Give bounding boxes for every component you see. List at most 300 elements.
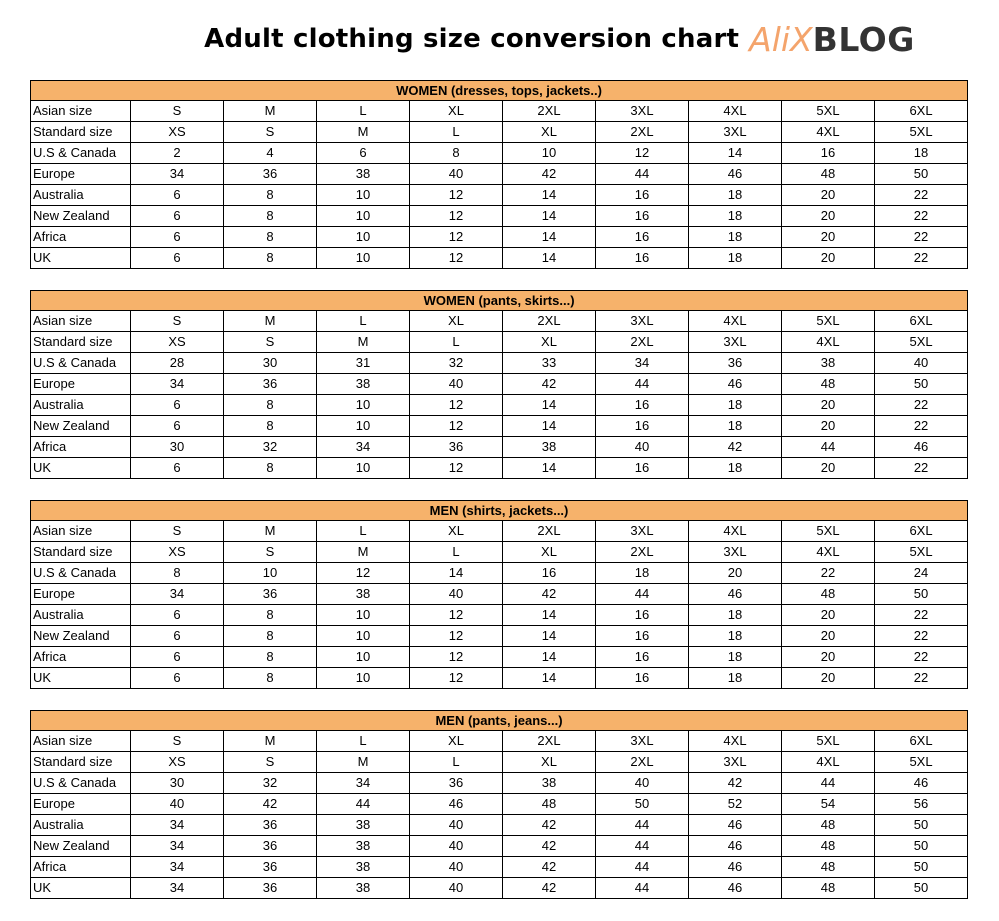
- size-cell: 5XL: [782, 311, 875, 332]
- size-cell: S: [131, 311, 224, 332]
- size-cell: 14: [503, 647, 596, 668]
- logo-blog-text: BLOG: [812, 19, 915, 59]
- size-cell: 46: [875, 773, 968, 794]
- size-cell: 14: [503, 185, 596, 206]
- size-cell: 48: [782, 857, 875, 878]
- row-label: Asian size: [31, 521, 131, 542]
- size-cell: 6: [131, 248, 224, 269]
- size-cell: 46: [410, 794, 503, 815]
- size-cell: 20: [782, 668, 875, 689]
- size-cell: 12: [410, 458, 503, 479]
- size-cell: 30: [131, 773, 224, 794]
- size-cell: S: [224, 542, 317, 563]
- size-cell: 52: [689, 794, 782, 815]
- alixblog-logo: [749, 20, 915, 59]
- size-cell: 44: [596, 584, 689, 605]
- logo-alix-text: AliX: [749, 19, 813, 59]
- section-title: MEN (shirts, jackets...): [31, 501, 968, 521]
- size-cell: 6: [131, 458, 224, 479]
- size-cell: M: [224, 311, 317, 332]
- row-label: Africa: [31, 857, 131, 878]
- size-cell: 5XL: [875, 752, 968, 773]
- table-row: [31, 794, 968, 815]
- table-row: [31, 815, 968, 836]
- row-label: Europe: [31, 164, 131, 185]
- size-cell: 6: [131, 395, 224, 416]
- size-cell: 38: [782, 353, 875, 374]
- size-cell: 44: [596, 815, 689, 836]
- section-header-row: [31, 711, 968, 731]
- size-cell: 12: [410, 248, 503, 269]
- page-header: [0, 14, 999, 64]
- size-cell: 40: [410, 878, 503, 899]
- size-cell: 6XL: [875, 521, 968, 542]
- row-label: U.S & Canada: [31, 773, 131, 794]
- size-cell: 22: [875, 416, 968, 437]
- row-label: Europe: [31, 374, 131, 395]
- size-cell: 36: [224, 857, 317, 878]
- row-label: Australia: [31, 395, 131, 416]
- row-label: Europe: [31, 794, 131, 815]
- size-cell: 50: [875, 164, 968, 185]
- section-header-row: [31, 81, 968, 101]
- size-cell: 34: [131, 857, 224, 878]
- row-label: Standard size: [31, 332, 131, 353]
- table-row: [31, 185, 968, 206]
- size-cell: 16: [596, 185, 689, 206]
- size-cell: 33: [503, 353, 596, 374]
- size-cell: 40: [131, 794, 224, 815]
- size-cell: 40: [410, 857, 503, 878]
- size-cell: 34: [131, 815, 224, 836]
- size-cell: 16: [782, 143, 875, 164]
- row-label: Standard size: [31, 542, 131, 563]
- size-cell: 34: [317, 437, 410, 458]
- size-cell: 22: [875, 668, 968, 689]
- table-row: [31, 521, 968, 542]
- size-cell: 38: [317, 374, 410, 395]
- size-cell: 44: [596, 878, 689, 899]
- size-cell: 38: [317, 857, 410, 878]
- size-cell: XL: [410, 101, 503, 122]
- size-cell: 6: [317, 143, 410, 164]
- size-table-men-pants: [30, 710, 968, 899]
- size-cell: 34: [131, 584, 224, 605]
- size-cell: 46: [875, 437, 968, 458]
- size-cell: 10: [317, 626, 410, 647]
- size-cell: S: [224, 752, 317, 773]
- size-cell: 34: [596, 353, 689, 374]
- row-label: New Zealand: [31, 206, 131, 227]
- size-cell: 22: [875, 458, 968, 479]
- size-cell: 22: [875, 185, 968, 206]
- size-cell: 48: [782, 815, 875, 836]
- size-cell: 38: [317, 836, 410, 857]
- size-cell: 50: [875, 584, 968, 605]
- size-cell: 50: [875, 374, 968, 395]
- size-cell: L: [317, 101, 410, 122]
- size-cell: 3XL: [689, 122, 782, 143]
- size-cell: 10: [224, 563, 317, 584]
- size-cell: 10: [317, 458, 410, 479]
- row-label: UK: [31, 458, 131, 479]
- table-row: [31, 563, 968, 584]
- size-cell: 8: [224, 227, 317, 248]
- row-label: Australia: [31, 815, 131, 836]
- size-cell: 6: [131, 416, 224, 437]
- size-cell: XL: [503, 542, 596, 563]
- size-cell: 5XL: [875, 542, 968, 563]
- row-label: Europe: [31, 584, 131, 605]
- table-row: [31, 626, 968, 647]
- row-label: Asian size: [31, 731, 131, 752]
- size-cell: 2XL: [503, 311, 596, 332]
- size-cell: 5XL: [782, 521, 875, 542]
- size-cell: 12: [596, 143, 689, 164]
- size-cell: 40: [410, 164, 503, 185]
- size-cell: 6: [131, 185, 224, 206]
- table-row: [31, 332, 968, 353]
- size-cell: 6: [131, 605, 224, 626]
- size-cell: XL: [503, 332, 596, 353]
- size-cell: 48: [782, 878, 875, 899]
- size-cell: 36: [224, 164, 317, 185]
- size-cell: 4XL: [689, 731, 782, 752]
- size-cell: XL: [503, 752, 596, 773]
- size-cell: M: [317, 752, 410, 773]
- size-cell: 6: [131, 647, 224, 668]
- size-cell: 30: [224, 353, 317, 374]
- size-cell: L: [410, 752, 503, 773]
- size-cell: 48: [782, 164, 875, 185]
- size-cell: 28: [131, 353, 224, 374]
- size-cell: 20: [782, 206, 875, 227]
- size-cell: 40: [596, 773, 689, 794]
- size-cell: L: [317, 731, 410, 752]
- size-cell: 8: [131, 563, 224, 584]
- size-cell: 34: [317, 773, 410, 794]
- section-title: WOMEN (pants, skirts...): [31, 291, 968, 311]
- size-cell: XS: [131, 122, 224, 143]
- size-cell: 14: [503, 668, 596, 689]
- table-row: [31, 857, 968, 878]
- size-cell: 42: [689, 437, 782, 458]
- size-cell: 44: [596, 836, 689, 857]
- size-cell: 14: [503, 206, 596, 227]
- size-cell: XL: [503, 122, 596, 143]
- size-cell: 42: [503, 164, 596, 185]
- size-cell: XS: [131, 542, 224, 563]
- size-cell: 20: [782, 416, 875, 437]
- size-cell: M: [317, 542, 410, 563]
- size-cell: 22: [875, 206, 968, 227]
- size-cell: 3XL: [596, 731, 689, 752]
- size-cell: S: [131, 101, 224, 122]
- size-cell: 4: [224, 143, 317, 164]
- size-cell: 50: [875, 878, 968, 899]
- row-label: Asian size: [31, 311, 131, 332]
- size-cell: 34: [131, 878, 224, 899]
- size-cell: 5XL: [875, 122, 968, 143]
- size-cell: 42: [224, 794, 317, 815]
- row-label: Africa: [31, 647, 131, 668]
- row-label: Africa: [31, 227, 131, 248]
- size-cell: 14: [503, 395, 596, 416]
- size-cell: 5XL: [782, 101, 875, 122]
- size-cell: 3XL: [689, 332, 782, 353]
- row-label: Australia: [31, 185, 131, 206]
- size-cell: 3XL: [689, 752, 782, 773]
- section-header-row: [31, 291, 968, 311]
- size-cell: 22: [875, 605, 968, 626]
- table-row: [31, 248, 968, 269]
- size-cell: 16: [596, 647, 689, 668]
- row-label: UK: [31, 878, 131, 899]
- size-cell: 3XL: [596, 311, 689, 332]
- size-cell: 20: [689, 563, 782, 584]
- row-label: U.S & Canada: [31, 143, 131, 164]
- size-cell: 4XL: [782, 122, 875, 143]
- size-cell: 10: [317, 227, 410, 248]
- table-row: [31, 206, 968, 227]
- size-cell: 50: [875, 857, 968, 878]
- table-row: [31, 647, 968, 668]
- size-cell: 2XL: [503, 521, 596, 542]
- size-cell: XL: [410, 521, 503, 542]
- size-cell: 40: [596, 437, 689, 458]
- size-cell: 14: [503, 227, 596, 248]
- size-cell: 14: [503, 248, 596, 269]
- table-row: [31, 437, 968, 458]
- size-cell: 8: [224, 395, 317, 416]
- section-header-row: [31, 501, 968, 521]
- size-cell: 40: [410, 815, 503, 836]
- size-cell: 8: [224, 206, 317, 227]
- table-row: [31, 164, 968, 185]
- size-cell: 40: [410, 836, 503, 857]
- table-row: [31, 101, 968, 122]
- size-cell: L: [317, 311, 410, 332]
- size-cell: 10: [317, 206, 410, 227]
- row-label: Africa: [31, 437, 131, 458]
- size-cell: 5XL: [875, 332, 968, 353]
- size-cell: 46: [689, 374, 782, 395]
- table-row: [31, 227, 968, 248]
- size-cell: 36: [224, 584, 317, 605]
- size-cell: 48: [782, 584, 875, 605]
- size-cell: 44: [317, 794, 410, 815]
- size-cell: 20: [782, 395, 875, 416]
- size-cell: S: [131, 731, 224, 752]
- size-cell: 38: [503, 773, 596, 794]
- row-label: New Zealand: [31, 416, 131, 437]
- size-cell: 14: [689, 143, 782, 164]
- row-label: U.S & Canada: [31, 563, 131, 584]
- size-cell: 6XL: [875, 101, 968, 122]
- size-cell: 8: [224, 248, 317, 269]
- size-cell: 31: [317, 353, 410, 374]
- size-cell: 34: [131, 164, 224, 185]
- size-cell: 54: [782, 794, 875, 815]
- size-cell: 42: [503, 374, 596, 395]
- size-cell: 40: [410, 584, 503, 605]
- table-row: [31, 143, 968, 164]
- table-row: [31, 605, 968, 626]
- size-cell: 4XL: [689, 311, 782, 332]
- table-row: [31, 584, 968, 605]
- size-table-women-tops: [30, 80, 968, 269]
- size-cell: 12: [410, 605, 503, 626]
- size-cell: 22: [782, 563, 875, 584]
- size-cell: 3XL: [596, 101, 689, 122]
- row-label: New Zealand: [31, 626, 131, 647]
- size-cell: M: [224, 731, 317, 752]
- size-cell: 20: [782, 458, 875, 479]
- size-cell: 8: [224, 626, 317, 647]
- size-cell: 46: [689, 164, 782, 185]
- size-cell: 22: [875, 626, 968, 647]
- size-cell: 42: [503, 815, 596, 836]
- size-cell: 10: [317, 647, 410, 668]
- size-cell: 24: [875, 563, 968, 584]
- size-cell: 56: [875, 794, 968, 815]
- size-cell: L: [317, 521, 410, 542]
- size-cell: 16: [596, 206, 689, 227]
- size-cell: 6: [131, 206, 224, 227]
- size-cell: 18: [689, 227, 782, 248]
- size-cell: 42: [503, 857, 596, 878]
- size-cell: 22: [875, 647, 968, 668]
- size-cell: 8: [224, 185, 317, 206]
- size-cell: 18: [689, 185, 782, 206]
- size-table-men-shirts: [30, 500, 968, 689]
- size-cell: 2XL: [596, 542, 689, 563]
- size-cell: 30: [131, 437, 224, 458]
- size-cell: M: [317, 122, 410, 143]
- table-row: [31, 878, 968, 899]
- size-cell: 14: [503, 458, 596, 479]
- size-cell: 18: [689, 206, 782, 227]
- size-cell: 22: [875, 395, 968, 416]
- size-cell: 18: [689, 626, 782, 647]
- table-row: [31, 836, 968, 857]
- size-cell: 2: [131, 143, 224, 164]
- size-cell: M: [224, 101, 317, 122]
- size-cell: 18: [689, 395, 782, 416]
- size-cell: 48: [782, 374, 875, 395]
- section-title: WOMEN (dresses, tops, jackets..): [31, 81, 968, 101]
- size-cell: 50: [875, 815, 968, 836]
- size-cell: 18: [689, 416, 782, 437]
- table-row: [31, 122, 968, 143]
- size-cell: S: [224, 332, 317, 353]
- table-row: [31, 416, 968, 437]
- size-cell: 20: [782, 248, 875, 269]
- row-label: UK: [31, 248, 131, 269]
- size-cell: 36: [689, 353, 782, 374]
- size-cell: XL: [410, 731, 503, 752]
- row-label: Standard size: [31, 752, 131, 773]
- size-cell: 46: [689, 857, 782, 878]
- size-cell: 2XL: [596, 332, 689, 353]
- table-row: [31, 395, 968, 416]
- size-cell: 42: [503, 878, 596, 899]
- size-cell: M: [224, 521, 317, 542]
- size-cell: 12: [410, 647, 503, 668]
- size-cell: 12: [410, 227, 503, 248]
- size-cell: 46: [689, 878, 782, 899]
- size-cell: 44: [596, 857, 689, 878]
- row-label: Standard size: [31, 122, 131, 143]
- size-cell: 32: [224, 437, 317, 458]
- size-cell: 10: [317, 395, 410, 416]
- table-row: [31, 374, 968, 395]
- size-cell: 8: [410, 143, 503, 164]
- size-cell: 20: [782, 227, 875, 248]
- size-cell: 44: [596, 374, 689, 395]
- size-cell: 12: [410, 395, 503, 416]
- size-cell: 6XL: [875, 731, 968, 752]
- section-title: MEN (pants, jeans...): [31, 711, 968, 731]
- size-cell: 10: [503, 143, 596, 164]
- size-cell: 16: [596, 668, 689, 689]
- size-cell: 48: [503, 794, 596, 815]
- size-cell: 4XL: [689, 521, 782, 542]
- size-cell: XL: [410, 311, 503, 332]
- size-cell: 42: [689, 773, 782, 794]
- size-cell: 36: [224, 374, 317, 395]
- size-cell: 18: [689, 647, 782, 668]
- table-row: [31, 668, 968, 689]
- size-cell: XS: [131, 752, 224, 773]
- size-cell: 12: [410, 185, 503, 206]
- size-cell: 46: [689, 836, 782, 857]
- size-cell: 22: [875, 227, 968, 248]
- size-cell: XS: [131, 332, 224, 353]
- size-cell: 20: [782, 647, 875, 668]
- size-cell: 8: [224, 458, 317, 479]
- size-cell: 18: [689, 668, 782, 689]
- size-cell: 32: [224, 773, 317, 794]
- row-label: U.S & Canada: [31, 353, 131, 374]
- size-cell: 8: [224, 605, 317, 626]
- size-cell: 20: [782, 605, 875, 626]
- size-cell: 14: [410, 563, 503, 584]
- size-cell: 2XL: [596, 752, 689, 773]
- size-cell: 18: [875, 143, 968, 164]
- table-row: [31, 311, 968, 332]
- row-label: Australia: [31, 605, 131, 626]
- size-cell: 5XL: [782, 731, 875, 752]
- size-cell: 36: [224, 836, 317, 857]
- size-cell: 46: [689, 584, 782, 605]
- size-cell: 4XL: [782, 332, 875, 353]
- size-cell: 38: [503, 437, 596, 458]
- size-cell: 8: [224, 647, 317, 668]
- table-row: [31, 752, 968, 773]
- size-cell: 16: [596, 416, 689, 437]
- size-cell: 32: [410, 353, 503, 374]
- table-row: [31, 731, 968, 752]
- size-cell: 16: [596, 248, 689, 269]
- size-cell: 36: [410, 437, 503, 458]
- size-cell: 20: [782, 185, 875, 206]
- size-cell: 14: [503, 605, 596, 626]
- size-cell: 10: [317, 185, 410, 206]
- size-cell: 22: [875, 248, 968, 269]
- size-cell: 18: [689, 605, 782, 626]
- size-cell: 14: [503, 626, 596, 647]
